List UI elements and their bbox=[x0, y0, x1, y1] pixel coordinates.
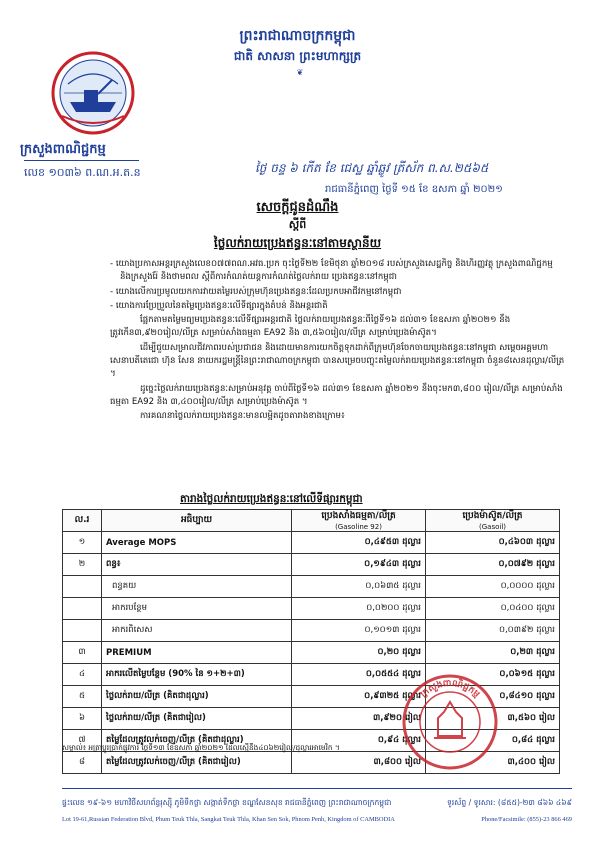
gasoline-value: ៣,៨០០ រៀល bbox=[292, 752, 426, 774]
gasoil-value: ០,០៧៩២ ដុល្លារ bbox=[426, 554, 560, 576]
row-number: ១ bbox=[63, 532, 102, 554]
gasoline-value: ០,០២០០ ដុល្លារ bbox=[292, 598, 426, 620]
ministry-underline bbox=[24, 160, 139, 161]
gasoil-value: ០,០៣៩២ ដុល្លារ bbox=[426, 620, 560, 642]
row-number: ២ bbox=[63, 554, 102, 576]
reference-bullet: - យោងលើការប្រមូលយកការវាយតម្លៃរបស់ក្រុមហ៊ុនប្រេងឥន្ធនៈដែលប្រកបអាជីវកម្មនៅកម្ពុជា bbox=[110, 286, 402, 297]
header-gasoil bbox=[426, 510, 560, 532]
exchange-rate-note: សម្គាល់៖ អត្រាប្តូរប្រាក់ផ្លូវការ ថ្ងៃទី១៣ ខែឧសភា ឆ្នាំ២០២១ ដែលស្មើនឹង៤០៦២រៀល/ដុល្លារអាមេរិក ។ bbox=[62, 743, 340, 752]
table-caption: តារាងថ្លៃលក់រាយប្រេងឥន្ធនៈនៅលើទីផ្សារកម្ពុជា bbox=[180, 493, 363, 505]
gasoil-value: ០,០៦១៥ ដុល្លារ bbox=[426, 664, 560, 686]
row-number bbox=[63, 576, 102, 598]
row-label: ថ្លៃលក់រាយ/លីត្រ (គិតជាដុល្លារ) bbox=[102, 686, 292, 708]
document-title: សេចក្តីជូនដំណឹង bbox=[256, 200, 339, 215]
gasoline-value: ០,១០១៣ ដុល្លារ bbox=[292, 620, 426, 642]
table-row bbox=[63, 554, 560, 576]
row-label: អាករលើតម្លៃបន្ថែម (90% នៃ ១+២+៣) bbox=[102, 664, 292, 686]
header-no: ល.រ bbox=[63, 510, 102, 532]
footer-address-kh-text: ផ្ទះលេខ ១៩-៦១ មហាវិថីសហព័ន្ធរុស្ស៊ី ភូមិទឹកថ្លា សង្កាត់ទឹកថ្លា ខណ្ឌសែនសុខ រាជធានីភ្នំពេញ ព្រះរាជាណាចក្រកម្ពុជា bbox=[62, 798, 392, 807]
body-paragraph: ផ្អែកតាមតម្លៃមធ្យមប្រេងឥន្ធនៈលើទីផ្សារអន្តរជាតិ ថ្លៃលក់រាយប្រេងឥន្ធនៈពីថ្ងៃទី១៦ ដល់៣១ ខែឧសភា ឆ្នាំ២០២១ នឹងត្រូវកើន៣,៩២០រៀល/លីត្រ សម្រាប់សាំងធម្មតា EA92 និង ៣,៥៦០រៀល/លីត្រ សម្រាប់ប្រេងម៉ាស៊ូត។ bbox=[110, 315, 511, 339]
table-row bbox=[63, 620, 560, 642]
footer-divider bbox=[62, 788, 572, 789]
row-number: ៨ bbox=[63, 752, 102, 774]
row-label: អាករបន្ថែម bbox=[102, 598, 292, 620]
row-label: ពន្ធគយ bbox=[102, 576, 292, 598]
table-header-row bbox=[63, 510, 560, 532]
header-gasoil-en: (Gasoil) bbox=[479, 523, 506, 531]
ministry-name: ក្រសួងពាណិជ្ជកម្ម bbox=[20, 142, 106, 157]
table-row bbox=[63, 532, 560, 554]
row-number: ៥ bbox=[63, 686, 102, 708]
header-gasoline-en: (Gasoline 92) bbox=[335, 523, 382, 531]
table-row bbox=[63, 598, 560, 620]
row-number bbox=[63, 598, 102, 620]
table-row bbox=[63, 576, 560, 598]
table-row bbox=[63, 642, 560, 664]
gasoline-value: ០,២០ ដុល្លារ bbox=[292, 642, 426, 664]
footer-address-kh bbox=[62, 798, 572, 809]
row-label: ថ្លៃលក់រាយ/លីត្រ (គិតជារៀល) bbox=[102, 708, 292, 730]
national-motto: ជាតិ សាសនា ព្រះមហាក្សត្រ bbox=[233, 49, 362, 63]
solar-date: រាជធានីភ្នំពេញ ថ្ងៃទី ១៥ ខែ ឧសភា ឆ្នាំ ២០២១ bbox=[325, 184, 503, 195]
kingdom-heading: ព្រះរាជាណាចក្រកម្ពុជា bbox=[239, 28, 356, 44]
gasoline-value: ០,៩៤ ដុល្លារ bbox=[292, 730, 426, 752]
lunar-date: ថ្ងៃ ចន្ទ ៦ កើត ខែ ជេស្ឋ ឆ្នាំឆ្លូវ ត្រីស័ក ព.ស.២៥៦៥ bbox=[255, 161, 489, 175]
ministry-seal bbox=[400, 672, 500, 772]
gasoil-value: ៣,៤០០ រៀល bbox=[426, 752, 560, 774]
gasoil-value: ០,៤៦០៣ ដុល្លារ bbox=[426, 532, 560, 554]
gasoil-value: ០,៨៤១០ ដុល្លារ bbox=[426, 686, 560, 708]
header-gasoline-kh: ប្រេងសាំងធម្មតា/លីត្រ bbox=[321, 511, 396, 521]
row-number: ៧ bbox=[63, 730, 102, 752]
header-description: អធិប្បាយ bbox=[102, 510, 292, 532]
row-label: Average MOPS bbox=[102, 532, 292, 554]
header-gasoline bbox=[292, 510, 426, 532]
body-paragraph: ការគណនាថ្លៃលក់រាយប្រេងឥន្ធនៈមានលម្អិតដូចតារាងខាងក្រោម៖ bbox=[140, 411, 345, 422]
row-label: តម្លៃដែលត្រូវលក់ចេញ/លីត្រ (គិតជារៀល) bbox=[102, 752, 292, 774]
body-paragraph: ដូច្នេះថ្លៃលក់រាយប្រេងឥន្ធនៈសម្រាប់អនុវត្ត ចាប់ពីថ្ងៃទី១៦ ដល់៣១ ខែឧសភា ឆ្នាំ២០២១ នឹងចុះមក៣,៨០០ រៀល/លីត្រ សម្រាប់សាំងធម្មតា EA92 និង ៣,៤០០រៀល/លីត្រ សម្រាប់ប្រេងម៉ាស៊ូត ។ bbox=[110, 383, 563, 407]
ministry-logo bbox=[50, 50, 136, 136]
document-about: ស្តីពី bbox=[288, 218, 307, 231]
reference-bullet: - យោងការប្រែប្រួលនៃតម្លៃប្រេងឥន្ធនៈលើទីផ្សារក្នុងតំបន់ និងអន្តរជាតិ bbox=[110, 300, 328, 311]
document-body bbox=[110, 258, 565, 425]
row-label: PREMIUM bbox=[102, 642, 292, 664]
footer-phone-kh: ទូរស័ព្ទ / ទូរសារ: (៨៥៥)-២៣ ៨៦៦ ៤៦៩ bbox=[446, 798, 572, 807]
gasoline-value: ០,៩៣២៥ ដុល្លារ bbox=[292, 686, 426, 708]
gasoil-value: ០,០០០០ ដុល្លារ bbox=[426, 576, 560, 598]
header-gasoil-kh: ប្រេងម៉ាស៊ូត/លីត្រ bbox=[462, 511, 523, 521]
gasoline-value: ០,០៦៣៥ ដុល្លារ bbox=[292, 576, 426, 598]
reference-bullet: - យោងប្រកាសអន្តរក្រសួងលេខ០៧៧ពណ.អវធ.ប្រក ចុះថ្ងៃទី២២ ខែមិថុនា ឆ្នាំ២០១៨ របស់ក្រសួងសេដ្ឋកិច្ច និងហិរញ្ញវត្ថុ ក្រសួងពាណិជ្ជកម្ម និងក្រសួងរ៉ែ និងថាមពល ស្តីពីការកំណត់យន្តការកំណត់ថ្លៃលក់រាយ ប្រេងឥន្ធនៈនៅកម្ពុជា bbox=[110, 259, 553, 283]
gasoil-value: ៣,៥៦០ រៀល bbox=[426, 708, 560, 730]
gasoil-value: ០,២៣ ដុល្លារ bbox=[426, 642, 560, 664]
footer-phone-en: Phone/Facsimile: (855)-23 866 469 bbox=[481, 816, 572, 823]
row-number: ៤ bbox=[63, 664, 102, 686]
row-number: ៦ bbox=[63, 708, 102, 730]
body-paragraph: ដើម្បីជួយសម្រាលជីវភាពរបស់ប្រជាជន និងដោយមានការយកចិត្តទុកដាក់ពីក្រុមហ៊ុនចែកចាយប្រេងឥន្ធនៈនៅកម្ពុជា សម្តេចអគ្គមហាសេនាបតីតេជោ ហ៊ុន សែន នាយករដ្ឋមន្ត្រីនៃព្រះរាជាណាចក្រកម្ពុជា បានសម្រេចបញ្ចុះតម្លៃលក់រាយប្រេងឥន្ធនៈនៅកម្ពុជា ចំនួន៨សេនដុល្លារ/លីត្រ ។ bbox=[110, 342, 565, 380]
row-number: ៣ bbox=[63, 642, 102, 664]
row-label: ពន្ធ៖ bbox=[102, 554, 292, 576]
gasoline-value: ០,១៩៤៣ ដុល្លារ bbox=[292, 554, 426, 576]
gasoil-value: ០,០៤០០ ដុល្លារ bbox=[426, 598, 560, 620]
footer-address-en-text: Lot 19-61,Russian Federation Blvd, Phum Teuk Thla, Sangkat Teuk Thla, Khan Sen Sok, Phnom Penh, Kingdom of CAMBODIA bbox=[62, 816, 395, 823]
reference-number: លេខ ១០៣៦ ព.ណ.អ.ត.ន bbox=[24, 166, 141, 179]
gasoline-value: ០,៤៩៥៣ ដុល្លារ bbox=[292, 532, 426, 554]
motto-ornament: ❦ bbox=[296, 68, 304, 77]
document-subject: ថ្លៃលក់រាយប្រេងឥន្ធនៈនៅតាមស្ថានីយ bbox=[213, 236, 382, 250]
seal-text: ក្រសួងពាណិជ្ជកម្ម bbox=[418, 678, 482, 700]
row-number bbox=[63, 620, 102, 642]
row-label: អាករពិសេស bbox=[102, 620, 292, 642]
row-label: តម្លៃដែលត្រូវលក់ចេញ/លីត្រ (គិតជាដុល្លារ) bbox=[102, 730, 292, 752]
gasoline-value: ៣,៩២០ រៀល bbox=[292, 708, 426, 730]
gasoline-value: ០,០៥៥៤ ដុល្លារ bbox=[292, 664, 426, 686]
gasoil-value: ០,៨៤ ដុល្លារ bbox=[426, 730, 560, 752]
footer-address-en bbox=[62, 816, 572, 823]
